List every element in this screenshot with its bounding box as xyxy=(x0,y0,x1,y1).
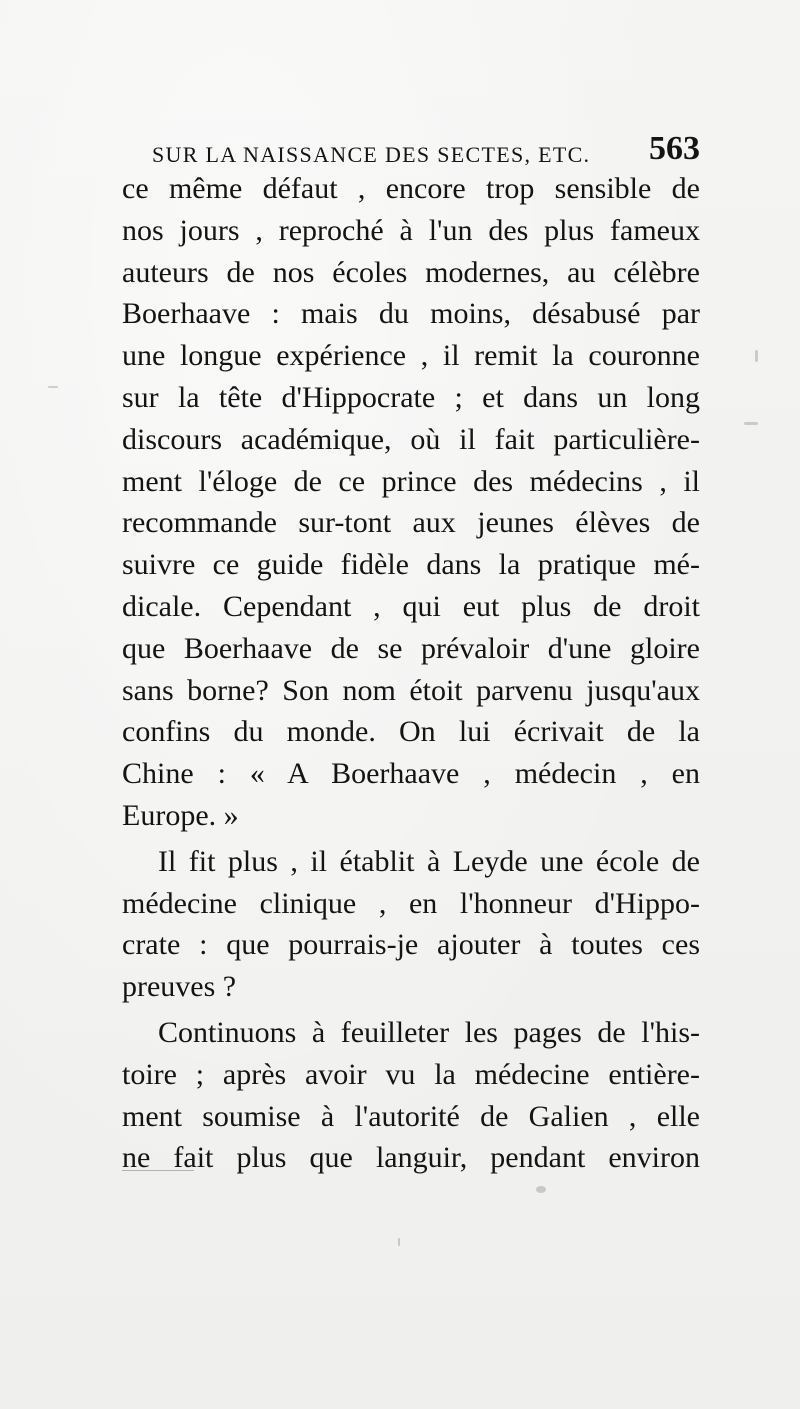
text-line: crate : que pourrais-je ajouter à toutes ces xyxy=(122,928,700,962)
text-line: ce même défaut , encore trop sensible de xyxy=(122,172,700,205)
text-line: Il fit plus , il établit à Leyde une école de xyxy=(158,844,700,878)
text-line: Boerhaave : mais du moins, désabusé par xyxy=(122,297,700,331)
text-line: toire ; après avoir vu la médecine entière- xyxy=(122,1057,700,1091)
paper-speck xyxy=(536,1186,546,1193)
running-title: SUR LA NAISSANCE DES SECTES, ETC. xyxy=(152,142,591,167)
text-line: confins du monde. On lui écrivait de la xyxy=(122,715,700,749)
text-line: Chine : « A Boerhaave , médecin , en xyxy=(122,757,700,791)
text-line: dicale. Cependant , qui eut plus de droit xyxy=(122,589,700,623)
text-line: sur la tête d'Hippocrate ; et dans un long xyxy=(122,380,700,414)
text-line: preuves ? xyxy=(122,970,237,1004)
text-line: auteurs de nos écoles modernes, au célèbre xyxy=(122,255,700,289)
text-line: Europe. » xyxy=(122,798,239,832)
text-line: ment soumise à l'autorité de Galien , elle xyxy=(122,1099,700,1133)
text-line: que Boerhaave de se prévaloir d'une gloire xyxy=(122,631,700,665)
text-line: une longue expérience , il remit la couronne xyxy=(122,339,700,373)
signature-rule xyxy=(122,1170,194,1171)
paper-speck xyxy=(755,350,758,362)
text-line: suivre ce guide fidèle dans la pratique mé- xyxy=(122,548,700,582)
page-header xyxy=(152,118,700,166)
text-line: recommande sur-tont aux jeunes élèves de xyxy=(122,506,700,540)
body-text xyxy=(122,168,700,1179)
paper-speck xyxy=(398,1238,400,1246)
text-line: nos jours , reproché à l'un des plus fameux xyxy=(122,213,700,247)
page-number: 563 xyxy=(649,130,700,167)
text-line: ne fait plus que languir, pendant environ xyxy=(122,1141,700,1175)
text-line: discours académique, où il fait particulière- xyxy=(122,422,700,456)
text-line: médecine clinique , en l'honneur d'Hippo- xyxy=(122,886,700,920)
text-line: Continuons à feuilleter les pages de l'his- xyxy=(158,1015,700,1049)
paper-speck xyxy=(48,386,58,388)
text-line: ment l'éloge de ce prince des médecins , il xyxy=(122,464,700,498)
text-line: sans borne? Son nom étoit parvenu jusqu'aux xyxy=(122,673,700,707)
paper-speck xyxy=(744,422,758,425)
